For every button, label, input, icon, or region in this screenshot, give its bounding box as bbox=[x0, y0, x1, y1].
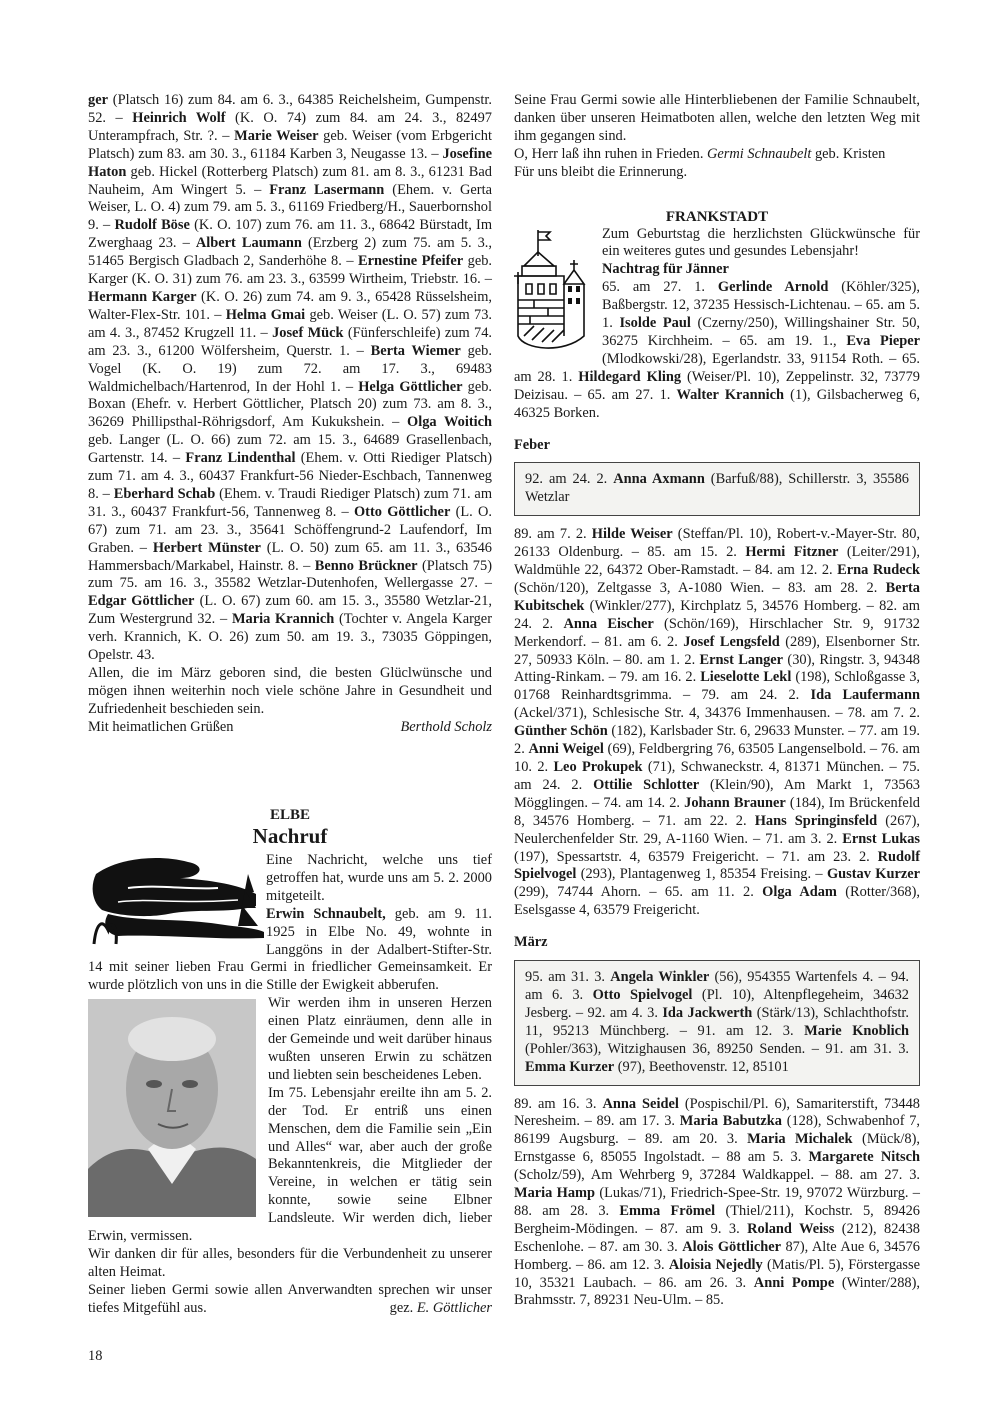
text-run: (Scholz/59), Am Wehrberg 9, 37284 Waldkappel. – 88. am 27. 3. bbox=[514, 1167, 920, 1184]
maerz-highlight-box bbox=[514, 960, 920, 1085]
text-run: (182), Karlsbader Str. 6, 29633 Munster. – 77. am 19. 2. bbox=[514, 723, 920, 758]
page-number: 18 bbox=[88, 1348, 103, 1364]
text-run: 89. am 7. 2. bbox=[514, 526, 592, 543]
text-run: geb. Kristen bbox=[811, 145, 886, 162]
text-run: (289), Elsenborner Str. 27, 50933 Köln. – 80. am 1. 2. bbox=[514, 633, 921, 668]
text-run: 65. am 27. 1. bbox=[602, 279, 718, 296]
text-run: 95. am 31. 3. bbox=[525, 969, 611, 986]
text-run: (Erzberg 2) zum 75. am 5. 3., 51465 Bergisch Gladbach 2, Sanderhöhe 8. – bbox=[88, 235, 492, 270]
text-run: (Matis/Pl. 5), Förstergasse 10, 35321 Laubach. – 86. am 26. 3. bbox=[514, 1256, 920, 1291]
feber-box-text bbox=[525, 471, 909, 507]
text-run: (L. O. 50) zum 65. am 11. 3., 63546 Hammersbach/Markabel, Hainstr. 8. – bbox=[88, 539, 492, 574]
text-run: (Weiser/Pl. 10), Zeppelinstr. 32, 73779 Deizisau. – 65. am 27. 1. bbox=[514, 368, 920, 403]
person-name: Anni Pompe bbox=[753, 1274, 835, 1291]
month-heading-maerz: März bbox=[514, 934, 548, 951]
text-run: (71), Schwaneckstr. 4, 81371 München. – 75. am 24. 2. bbox=[514, 759, 920, 793]
text-run: (K. O. 74) zum 84. am 24. 3., 82497 Unterampfrach, Str. ?. – bbox=[88, 109, 492, 144]
text-run: (Platsch 75) zum 75. am 16. 3., 35582 Wetzlar-Dutenhofen, Wellergasse 27. – bbox=[88, 557, 492, 592]
obituary-intro: Eine Nachricht, welche uns tief getroffen hat, wurde uns am 5. 2. 2000 mitgeteilt. bbox=[266, 852, 492, 904]
text-run: 87), Alte Aue 6, 34576 Homberg. – 86. am 12. 3. bbox=[514, 1238, 920, 1273]
closing-row bbox=[88, 719, 492, 737]
person-name: Maria Krannich bbox=[231, 611, 335, 628]
section-heading-frankstadt: FRANKSTADT bbox=[665, 208, 769, 225]
coat-of-arms-icon bbox=[514, 226, 594, 354]
text-run: (K. O. 107) zum 76. am 11. 3., 68642 Bürstadt, Im Zwerghaag 23. – bbox=[88, 217, 493, 252]
section-heading-elbe: ELBE bbox=[269, 807, 311, 823]
person-name: Ernestine Pfeifer bbox=[357, 253, 464, 270]
portrait-photo bbox=[88, 999, 256, 1217]
person-name: Leo Prokupek bbox=[553, 759, 643, 775]
person-name: Franz Lindenthal bbox=[185, 450, 296, 467]
text-run: (Pl. 10), Altenpflegeheim, 34632 Jesberg. – 92. am 4. 3. bbox=[525, 986, 910, 1021]
text-run: (Ackel/371), Schlesische Str. 4, 34376 Immenhausen. – 78. am 7. 2. bbox=[514, 705, 920, 722]
person-name: Emma Kurzer bbox=[525, 1058, 615, 1075]
person-name: Herbert Münster bbox=[152, 539, 261, 556]
person-name: Berta Wiemer bbox=[370, 342, 461, 359]
text-run: (Lukas/71), Friedrich-Spee-Str. 19, 97072 Würzburg. – 88. am 28. 3. bbox=[514, 1185, 920, 1219]
person-name: Maria Hamp bbox=[514, 1185, 596, 1202]
person-name: Ida Jackwerth bbox=[662, 1004, 753, 1021]
person-name: Hermi Fitzner bbox=[745, 544, 839, 561]
person-name: Emma Frömel bbox=[619, 1202, 716, 1219]
person-name: Anna Seidel bbox=[602, 1095, 679, 1112]
obituary-thanks: Wir danken dir für alles, besonders für die Verbundenheit zu unserer alten Heimat. bbox=[88, 1245, 492, 1280]
birthday-list-march bbox=[88, 92, 492, 665]
person-name: Franz Lasermann bbox=[269, 181, 385, 198]
obituary-title: Nachruf bbox=[252, 824, 328, 848]
person-name: Marie Weiser bbox=[234, 127, 319, 144]
text-run: (Winter/288), Brahmsstr. 7, 89231 Neu-Ulm. – 85. bbox=[514, 1274, 920, 1309]
feber-list bbox=[514, 526, 920, 920]
text-run: (Pohler/363), Witzighausen 36, 89250 Senden. – 91. am 31. 3. bbox=[525, 1040, 909, 1057]
person-name: Marie Knoblich bbox=[804, 1022, 909, 1039]
text-run: (299), 74744 Ahorn. – 65. am 11. 2. bbox=[514, 884, 763, 901]
text-run: (Winkler/277), Kirchplatz 5, 34576 Homberg. – 82. am 24. 2. bbox=[514, 597, 920, 632]
text-run: (69), Feldbergring 76, 63505 Langenselbold. – 76. am 10. 2. bbox=[514, 741, 921, 775]
person-name: Johann Brauner bbox=[684, 794, 786, 811]
text-run: (L. O. 67) zum 71. am 23. 3., 35641 Schöffengrund-2 Laufendorf, Im Graben. – bbox=[88, 503, 492, 556]
text-run: (197), Spessartstr. 4, 63579 Freigericht. – 71. am 23. 2. bbox=[514, 848, 878, 865]
text-run: geb. Vogel (K. O. 19) zum 72. am 17. 3., 69483 Waldmichelbach/Hartenrod, In der Hohl 1. – bbox=[88, 342, 492, 395]
person-name: ger bbox=[88, 92, 108, 108]
person-name: Edgar Göttlicher bbox=[88, 593, 195, 610]
text-run: geb. Boxan (Ehefr. v. Herbert Göttlicher, Platsch 20) zum 73. am 8. 3., 36269 Phillipsthal-Röhrigsdorf, Am Kukukshein. – bbox=[88, 378, 492, 431]
person-name: Anni Weigel bbox=[528, 741, 604, 758]
text-run: (Mlodkowski/28), Egerlandstr. 33, 91154 Roth. – 65. am 28. 1. bbox=[514, 350, 920, 385]
birthday-greeting: Zum Geburtstag die herzlichsten Glückwünsche für ein weiteres gutes und gesundes Lebensjahr! bbox=[602, 225, 920, 260]
person-name: Gerlinde Arnold bbox=[717, 279, 829, 296]
maerz-list bbox=[514, 1096, 920, 1311]
text-run: (Ehem. v. Gerta Weiser, L. O. 4) zum 79. am 5. 3., 61169 Friedberg/H., Sauerbornshol 9. – bbox=[88, 181, 492, 234]
text-run: (Köhler/325), Baßbergstr. 12, 37235 Hessisch-Lichtenau. – 65. am 5. 1. bbox=[602, 279, 920, 332]
obituary-condolence bbox=[88, 1282, 492, 1318]
month-heading-feber: Feber bbox=[514, 436, 550, 453]
person-name: Olga Adam bbox=[762, 884, 837, 901]
text-run: geb. Langer (L. O. 66) zum 72. am 15. 3., 64689 Grasellenbach, Gartenstr. 14. – bbox=[88, 432, 492, 467]
signature-prefix: gez. bbox=[389, 1299, 414, 1316]
left-column-birthdays bbox=[88, 92, 492, 737]
person-name: Anna Eischer bbox=[563, 615, 654, 632]
person-name: Hilde Weiser bbox=[591, 526, 673, 543]
text-run: (Barfuß/88), Schillerstr. 3, 35586 Wetzlar bbox=[525, 471, 909, 506]
memory-line: Für uns bleibt die Erinnerung. bbox=[514, 163, 688, 180]
person-name: Alois Göttlicher bbox=[682, 1238, 781, 1255]
person-name: Otto Spielvogel bbox=[592, 986, 693, 1003]
person-name: Maria Babutzka bbox=[679, 1113, 782, 1130]
text-run: 89. am 16. 3. bbox=[514, 1095, 603, 1112]
person-name: Eva Pieper bbox=[846, 332, 920, 349]
family-thanks: Seine Frau Germi sowie alle Hinterbliebenen der Familie Schnaubelt, danken über unseren Heimatboten allen, welche den letzten Weg mit ihm gegangen sind. bbox=[514, 92, 920, 144]
person-name: Hildegard Kling bbox=[578, 368, 682, 385]
elbe-obituary bbox=[88, 806, 492, 1318]
person-name: Anna Axmann bbox=[613, 471, 705, 488]
person-name: Josefine Haton bbox=[88, 145, 492, 180]
person-name: Helma Gmai bbox=[225, 306, 306, 323]
person-name: Benno Brückner bbox=[314, 557, 418, 574]
text-run: geb. Weiser (L. O. 57) zum 73. am 4. 3., 87452 Krugzell 11. – bbox=[88, 306, 492, 341]
text-run: (97), Beethovenstr. 12, 85101 bbox=[614, 1058, 789, 1075]
supplement-title: Nachtrag für Jänner bbox=[602, 261, 729, 278]
text-run: (Czerny/250), Willingshainer Str. 50, 36275 Kirchheim. – 65. am 19. 1., bbox=[602, 315, 921, 349]
person-name: Gustav Kurzer bbox=[826, 866, 920, 883]
signature: Berthold Scholz bbox=[400, 718, 492, 735]
text-run: (Fünferschleife) zum 74. am 23. 3., 61200 Wölfersheim, Querstr. 1. – bbox=[88, 324, 492, 359]
right-column bbox=[514, 92, 920, 1310]
text-run: (30), Ringstr. 3, 94348 Atting-Rinkam. – 79. am 16. 2. bbox=[514, 651, 921, 686]
person-name: Lieselotte Lekl bbox=[700, 669, 792, 686]
person-name: Josef Lengsfeld bbox=[683, 633, 780, 650]
person-name: Angela Winkler bbox=[610, 969, 710, 986]
text-run: (Thiel/211), Kochstr. 5, 89426 Bergheim-Mödingen. – 87. am 9. 3. bbox=[514, 1202, 920, 1237]
greeting: Mit heimatlichen Grüßen bbox=[88, 718, 234, 735]
text-run: geb. Weiser (vom Erbgericht Platsch) zum 83. am 30. 3., 61184 Karben 3, Neugasse 13. – bbox=[88, 127, 492, 162]
text-run: (Stärk/13), Schlachthofstr. 11, 95213 Münchberg. – 91. am 12. 3. bbox=[525, 1004, 910, 1039]
person-name: Aloisia Nejedly bbox=[668, 1256, 763, 1273]
text-run: (Ehem. v. Otti Riediger Platsch) zum 71. am 4. 3., 60437 Frankfurt-56 Nieder-Eschbach, Tannenweg 8. – bbox=[88, 450, 493, 502]
text-run: (267), Neulerchenfelder Str. 29, A-1160 Wien. – 71. am 3. 2. bbox=[514, 812, 920, 847]
text-run: geb. am 9. 11. 1925 in Elbe No. 49, wohnte in Langgöns in der Adalbert-Stifter-Str. 14 mit seiner lieben Frau Germi in friedlicher Gemeinsamkeit. Er wurde plötzlich von uns in die Stille der Ewigkeit abberufen. bbox=[88, 905, 492, 994]
text-run: (128), Schwabenhof 7, 86199 Augsburg. – 89. am 20. 3. bbox=[514, 1113, 920, 1148]
text-run: (Mück/8), Ernstgasse 6, 85055 Ingolstadt. – 88 am 5. 3. bbox=[514, 1131, 921, 1166]
text-run: (198), Schloßgasse 3, 01768 Reinhardtsgrimma. – 79. am 24. 2. bbox=[514, 669, 920, 704]
feber-highlight-box bbox=[514, 462, 920, 516]
person-name: Berta Kubitschek bbox=[514, 579, 920, 614]
text-run: (Ehem. v. Traudi Riediger Platsch) zum 71. am 31. 3., 60437 Frankfurt-56, Tannenweg 8. – bbox=[88, 485, 493, 520]
text-run: (Leiter/291), Waldmühle 22, 64372 Ober-Ramstadt. – 84. am 12. 2. bbox=[514, 544, 920, 579]
person-name: Eberhard Schab bbox=[113, 485, 216, 502]
maerz-box-text bbox=[525, 969, 909, 1076]
text-run: geb. Hickel (Rotterberg Platsch) zum 81. am 8. 3., 61231 Bad Nauheim, Am Wingert 5. – bbox=[88, 163, 492, 198]
text-run: 92. am 24. 2. bbox=[525, 471, 614, 488]
text-run: (Rotter/368), Eselsgasse 4, 63579 Freigericht. bbox=[514, 884, 920, 919]
person-name: Olga Woitich bbox=[407, 414, 493, 431]
obituary-death: Im 75. Lebensjahr ereilte ihn am 5. 2. der Tod. Er entriß uns einen Menschen, dem die Familie sein „Ein und Alles“ war, aber auch der große Bekanntenkreis, die Mitglieder der Vereine, in welchen er tätig sein konnte, sowie seine Elbner Landsleute. Wir werden dich, lieber Erwin, vermissen. bbox=[88, 1084, 492, 1245]
obituary-signature bbox=[390, 1300, 492, 1318]
person-name: Otto Göttlicher bbox=[353, 503, 451, 520]
person-name: Ida Laufermann bbox=[810, 687, 920, 704]
signature-name: E. Göttlicher bbox=[416, 1299, 492, 1316]
text-run: (Platsch 16) zum 84. am 6. 3., 64385 Reichelsheim, Gumpenstr. 52. – bbox=[88, 92, 492, 126]
text-run: (Schön/120), Zeltgasse 3, A-1080 Wien. – 83. am 28. 2. bbox=[514, 579, 886, 596]
prayer-line bbox=[514, 146, 920, 164]
person-name: Erna Rudeck bbox=[837, 562, 920, 579]
person-name: Maria Michalek bbox=[747, 1131, 853, 1148]
text-run: geb. Karger (K. O. 31) zum 76. am 23. 3., 63599 Wirtheim, Triebstr. 16. – bbox=[88, 253, 492, 288]
person-name: Hermann Karger bbox=[88, 288, 197, 305]
text-run: (Pospischil/Pl. 6), Samariterstift, 73448 Neresheim. – 89. am 17. 3. bbox=[514, 1095, 920, 1130]
person-name: Margarete Nitsch bbox=[808, 1149, 920, 1166]
text-run: (184), Im Brückenfeld 8, 34576 Homberg. – 71. am 22. 2. bbox=[514, 794, 921, 829]
person-name: Helga Göttlicher bbox=[358, 378, 463, 395]
person-name: Ernst Lukas bbox=[842, 830, 921, 847]
text-run: (K. O. 26) zum 74. am 9. 3., 65428 Rüsselsheim, Walter-Flex-Str. 101. – bbox=[88, 288, 492, 323]
landscape-illustration bbox=[88, 844, 266, 952]
person-name: Rudolf Böse bbox=[114, 217, 190, 234]
text-run: (L. O. 67) zum 60. am 15. 3., 35580 Wetzlar-21, Zum Westergrund 32. – bbox=[88, 593, 492, 628]
person-name: Ottilie Schlotter bbox=[593, 776, 700, 793]
text-run: (56), 954355 Wartenfels 4. – 94. am 6. 3. bbox=[525, 969, 909, 1003]
person-name: Erwin Schnaubelt, bbox=[266, 905, 386, 922]
person-name: Albert Laumann bbox=[195, 235, 302, 252]
person-name: Günther Schön bbox=[514, 723, 608, 740]
person-name: Rudolf Spielvogel bbox=[514, 848, 920, 883]
italic-name: Germi Schnaubelt bbox=[707, 145, 812, 162]
text-run: (212), 82438 Eschenlohe. – 87. am 30. 3. bbox=[514, 1220, 920, 1255]
text-run: (293), Plantagenweg 1, 85354 Freising. – bbox=[576, 866, 827, 883]
condolence-text: Seiner lieben Germi sowie allen Anverwandten sprechen wir unser tiefes Mitgefühl aus. bbox=[88, 1281, 492, 1316]
wishes-paragraph: Allen, die im März geboren sind, die besten Glüclwünsche und mögen ihnen weiterhin noch viele schöne Jahre in Gesundheit und Zufriedenheit beschieden sein. bbox=[88, 665, 492, 717]
person-name: Hans Springinsfeld bbox=[754, 812, 878, 829]
person-name: Ernst Langer bbox=[699, 651, 784, 668]
text-run: (Tochter v. Angela Karger verh. Krannich, K. O. 26) zum 50. am 19. 3., 73035 Göppingen, Opelstr. 43. bbox=[88, 611, 492, 664]
person-name: Josef Mück bbox=[272, 324, 344, 341]
person-name: Walter Krannich bbox=[676, 386, 784, 403]
person-name: Isolde Paul bbox=[619, 315, 691, 332]
obituary-remembrance: Wir werden ihm in unseren Herzen einen Platz einräumen, denn alle in der Gemeinde und weit darüber hinaus wußten unseren Erwin zu schätzen und liebten sein bescheidenes Leben. bbox=[268, 995, 492, 1083]
text-run: (Schön/169), Hirschlacher Str. 9, 91732 Merkendorf. – 81. am 6. 2. bbox=[514, 615, 920, 650]
text-run: (Steffan/Pl. 10), Robert-v.-Mayer-Str. 80, 26133 Oldenburg. – 85. am 15. 2. bbox=[514, 526, 920, 561]
text-run: (1), Gilsbacherweg 6, 46325 Borken. bbox=[514, 386, 921, 421]
person-name: Heinrich Wolf bbox=[132, 109, 226, 126]
person-name: Roland Weiss bbox=[747, 1220, 835, 1237]
text-run: (Klein/90), Am Markt 1, 73563 Mögglingen. – 74. am 14. 2. bbox=[514, 776, 920, 811]
text-run: O, Herr laß ihn ruhen in Frieden. bbox=[514, 145, 708, 162]
